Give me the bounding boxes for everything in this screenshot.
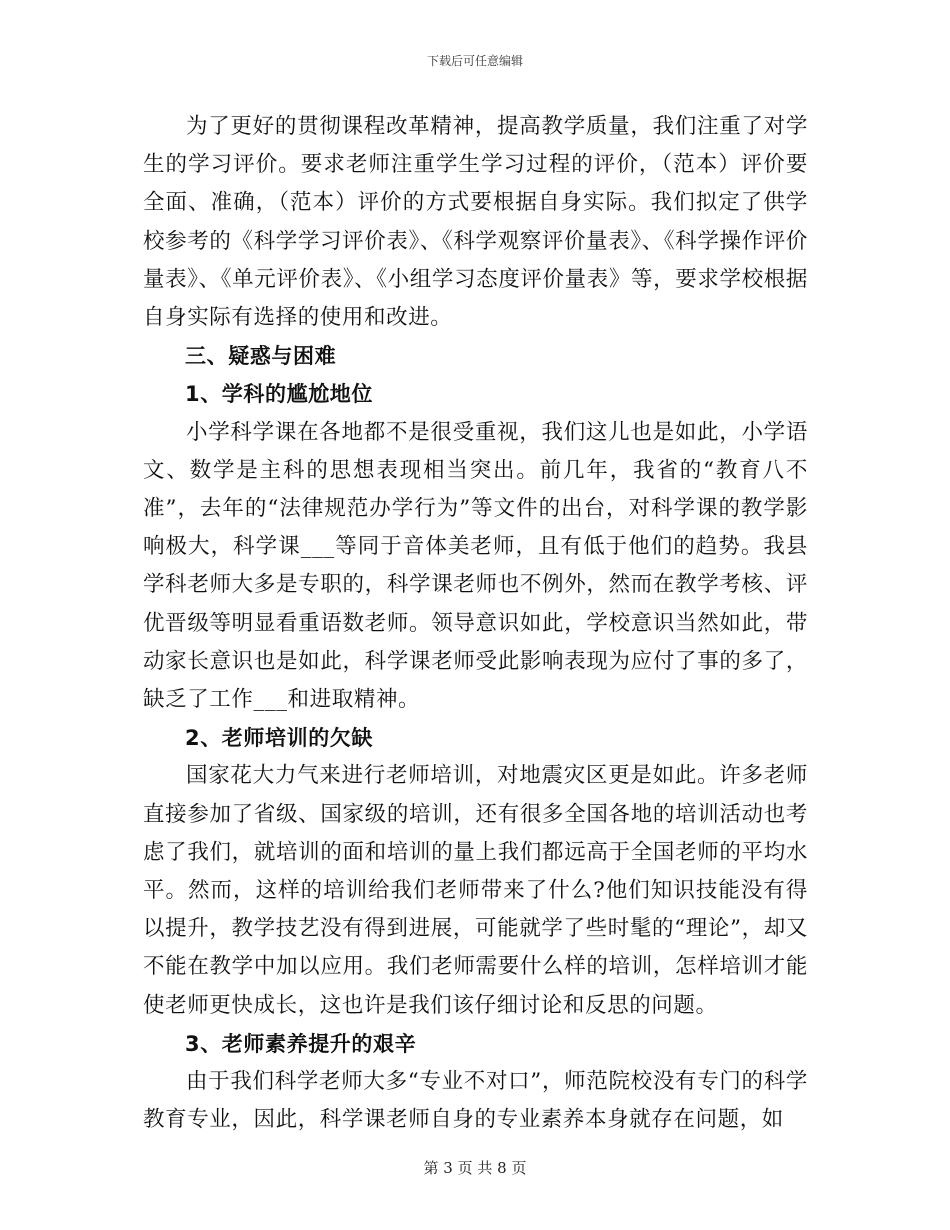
subheading-teacher-quality: 3、老师素养提升的艰辛 [185, 1031, 417, 1056]
subheading-teacher-training: 2、老师培训的欠缺 [185, 726, 374, 751]
subheading-subject-status: 1、学科的尴尬地位 [185, 382, 374, 407]
paragraph-evaluation: 为了更好的贯彻课程改革精神，提高教学质量，我们注重了对学生的学习评价。要求老师注重学生学习过程的评价，（范本）评价要全面、准确，（范本）评价的方式要根据自身实际。我们拟定了供学校参考的《科学学习评价表》、《科学观察评价量表》、《科学操作评价量表》、《单元评价表》、《小组学习态度评价量表》等，要求学校根据自身实际有选择的使用和改进。 [143, 114, 808, 331]
section-heading-doubts-difficulties: 三、疑惑与困难 [185, 344, 337, 369]
paragraph-subject-status: 小学科学课在各地都不是很受重视，我们这儿也是如此，小学语文、数学是主科的思想表现相当突出。前几年，我省的“教育八不准”，去年的“法律规范办学行为”等文件的出台，对科学课的教学影响极大，科学课___等同于音体美老师，且有低于他们的趋势。我县学科老师大多是专职的，科学课老师也不例外，然而在教学考核、评优晋级等明显看重语数老师。领导意识如此，学校意识当然如此，带动家长意识也是如此，科学课老师受此影响表现为应付了事的多了，缺乏了工作___和进取精神。 [143, 419, 808, 713]
page-footer: 第 3 页 共 8 页 [423, 1159, 527, 1177]
paragraph-teacher-quality: 由于我们科学老师大多“专业不对口”，师范院校没有专门的科学教育专业，因此，科学课老师自身的专业素养本身就存在问题，如 [143, 1069, 808, 1133]
document-body [143, 108, 808, 1139]
paragraph-teacher-training: 国家花大力气来进行老师培训，对地震灾区更是如此。许多老师直接参加了省级、国家级的培训，还有很多全国各地的培训活动也考虑了我们，就培训的面和培训的量上我们都远高于全国老师的平均水平。然而，这样的培训给我们老师带来了什么?他们知识技能没有得以提升，教学技艺没有得到进展，可能就学了些时髦的“理论”，却又不能在教学中加以应用。我们老师需要什么样的培训，怎样培训才能使老师更快成长，这也许是我们该仔细讨论和反思的问题。 [143, 763, 808, 1018]
page-header: 下载后可任意编辑 [426, 54, 523, 68]
